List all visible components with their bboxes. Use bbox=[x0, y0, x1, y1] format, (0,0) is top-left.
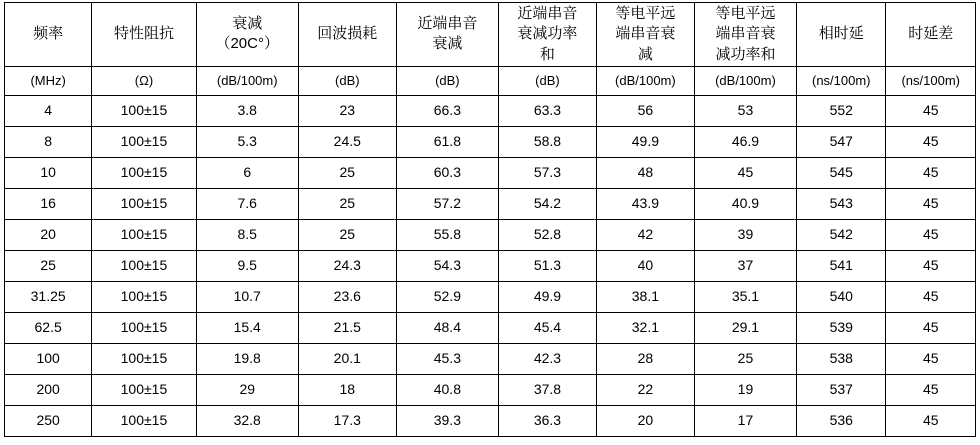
table-cell: 542 bbox=[797, 219, 886, 250]
column-header-line: 回波损耗 bbox=[317, 25, 378, 43]
table-cell: 45 bbox=[886, 405, 976, 436]
table-cell: 45 bbox=[886, 281, 976, 312]
table-cell: 46.9 bbox=[694, 126, 796, 157]
table-cell: 45 bbox=[886, 126, 976, 157]
table-cell: 17 bbox=[694, 405, 796, 436]
table-cell: 31.25 bbox=[5, 281, 92, 312]
column-header-elfext bbox=[596, 3, 694, 67]
column-header-line: 等电平远 bbox=[715, 5, 776, 22]
table-cell: 537 bbox=[797, 374, 886, 405]
table-cell: 23 bbox=[298, 95, 396, 126]
column-header-line: 近端串音 bbox=[517, 5, 578, 22]
table-cell: 538 bbox=[797, 343, 886, 374]
unit-cell: (ns/100m) bbox=[886, 66, 976, 95]
column-header-pselfext bbox=[694, 3, 796, 67]
column-header-impedance bbox=[92, 3, 196, 67]
table-cell: 15.4 bbox=[196, 312, 298, 343]
table-cell: 38.1 bbox=[596, 281, 694, 312]
table-cell: 40.9 bbox=[694, 188, 796, 219]
table-cell: 66.3 bbox=[396, 95, 498, 126]
table-row bbox=[5, 157, 976, 188]
table-cell: 45 bbox=[886, 219, 976, 250]
table-cell: 40 bbox=[596, 250, 694, 281]
table-cell: 36.3 bbox=[498, 405, 596, 436]
table-cell: 24.5 bbox=[298, 126, 396, 157]
table-cell: 22 bbox=[596, 374, 694, 405]
table-row bbox=[5, 250, 976, 281]
table-cell: 60.3 bbox=[396, 157, 498, 188]
table-cell: 53 bbox=[694, 95, 796, 126]
table-cell: 100±15 bbox=[92, 219, 196, 250]
table-cell: 25 bbox=[298, 219, 396, 250]
cable-specification-table bbox=[4, 2, 976, 437]
column-header-line: 特性阻抗 bbox=[113, 25, 174, 43]
table-cell: 8 bbox=[5, 126, 92, 157]
column-header-line: 衰减功率 bbox=[517, 25, 578, 43]
column-header-line: 减功率和 bbox=[715, 45, 776, 63]
table-cell: 541 bbox=[797, 250, 886, 281]
unit-cell: (Ω) bbox=[92, 66, 196, 95]
unit-cell: (MHz) bbox=[5, 66, 92, 95]
table-cell: 56 bbox=[596, 95, 694, 126]
table-cell: 55.8 bbox=[396, 219, 498, 250]
column-header-line: 频率 bbox=[33, 25, 64, 43]
table-cell: 20.1 bbox=[298, 343, 396, 374]
column-header-propagation-delay bbox=[797, 3, 886, 67]
table-cell: 39.3 bbox=[396, 405, 498, 436]
table-cell: 39 bbox=[694, 219, 796, 250]
table-row bbox=[5, 281, 976, 312]
table-cell: 8.5 bbox=[196, 219, 298, 250]
table-cell: 4 bbox=[5, 95, 92, 126]
table-cell: 32.8 bbox=[196, 405, 298, 436]
table-cell: 62.5 bbox=[5, 312, 92, 343]
table-body bbox=[5, 66, 976, 436]
table-cell: 17.3 bbox=[298, 405, 396, 436]
column-header-line: 衰减 bbox=[432, 35, 463, 53]
table-cell: 45 bbox=[886, 374, 976, 405]
table-cell: 20 bbox=[5, 219, 92, 250]
table-cell: 45 bbox=[886, 95, 976, 126]
table-cell: 547 bbox=[797, 126, 886, 157]
table-cell: 25 bbox=[694, 343, 796, 374]
unit-cell: (dB) bbox=[498, 66, 596, 95]
table-cell: 100±15 bbox=[92, 95, 196, 126]
table-cell: 100±15 bbox=[92, 343, 196, 374]
table-cell: 250 bbox=[5, 405, 92, 436]
column-header-next bbox=[396, 3, 498, 67]
table-cell: 49.9 bbox=[596, 126, 694, 157]
table-cell: 42 bbox=[596, 219, 694, 250]
column-header-return-loss bbox=[298, 3, 396, 67]
table-cell: 58.8 bbox=[498, 126, 596, 157]
table-cell: 35.1 bbox=[694, 281, 796, 312]
table-row bbox=[5, 374, 976, 405]
table-cell: 536 bbox=[797, 405, 886, 436]
table-row bbox=[5, 312, 976, 343]
column-header-delay-skew bbox=[886, 3, 976, 67]
table-cell: 9.5 bbox=[196, 250, 298, 281]
table-row bbox=[5, 405, 976, 436]
table-cell: 16 bbox=[5, 188, 92, 219]
column-header-line: 和 bbox=[539, 45, 555, 63]
table-cell: 63.3 bbox=[498, 95, 596, 126]
unit-cell: (dB/100m) bbox=[196, 66, 298, 95]
column-header-line: （20C°） bbox=[215, 35, 279, 53]
unit-cell: (ns/100m) bbox=[797, 66, 886, 95]
table-cell: 200 bbox=[5, 374, 92, 405]
table-cell: 545 bbox=[797, 157, 886, 188]
column-header-attenuation bbox=[196, 3, 298, 67]
table-row bbox=[5, 219, 976, 250]
column-header-line: 衰减 bbox=[232, 15, 263, 33]
table-cell: 43.9 bbox=[596, 188, 694, 219]
table-cell: 42.3 bbox=[498, 343, 596, 374]
table-cell: 19 bbox=[694, 374, 796, 405]
table-cell: 37 bbox=[694, 250, 796, 281]
table-cell: 21.5 bbox=[298, 312, 396, 343]
table-cell: 552 bbox=[797, 95, 886, 126]
table-cell: 10.7 bbox=[196, 281, 298, 312]
table-cell: 37.8 bbox=[498, 374, 596, 405]
table-cell: 40.8 bbox=[396, 374, 498, 405]
table-cell: 100±15 bbox=[92, 405, 196, 436]
unit-cell: (dB/100m) bbox=[596, 66, 694, 95]
table-cell: 48 bbox=[596, 157, 694, 188]
table-cell: 45.3 bbox=[396, 343, 498, 374]
table-cell: 45 bbox=[886, 188, 976, 219]
table-cell: 100±15 bbox=[92, 250, 196, 281]
table-cell: 100 bbox=[5, 343, 92, 374]
table-cell: 540 bbox=[797, 281, 886, 312]
table-cell: 6 bbox=[196, 157, 298, 188]
table-cell: 100±15 bbox=[92, 281, 196, 312]
table-cell: 48.4 bbox=[396, 312, 498, 343]
table-cell: 10 bbox=[5, 157, 92, 188]
table-cell: 52.9 bbox=[396, 281, 498, 312]
table-cell: 100±15 bbox=[92, 157, 196, 188]
unit-cell: (dB) bbox=[298, 66, 396, 95]
column-header-line: 减 bbox=[637, 45, 653, 63]
unit-cell: (dB) bbox=[396, 66, 498, 95]
table-cell: 24.3 bbox=[298, 250, 396, 281]
table-cell: 29 bbox=[196, 374, 298, 405]
column-header-psnext bbox=[498, 3, 596, 67]
table-cell: 25 bbox=[298, 188, 396, 219]
table-cell: 100±15 bbox=[92, 126, 196, 157]
table-cell: 57.2 bbox=[396, 188, 498, 219]
table-cell: 49.9 bbox=[498, 281, 596, 312]
table-cell: 54.2 bbox=[498, 188, 596, 219]
table-cell: 23.6 bbox=[298, 281, 396, 312]
column-header-line: 相时延 bbox=[818, 25, 864, 43]
column-header-line: 等电平远 bbox=[615, 5, 676, 22]
table-row bbox=[5, 126, 976, 157]
table-cell: 100±15 bbox=[92, 374, 196, 405]
table-header-row bbox=[5, 3, 976, 67]
table-cell: 32.1 bbox=[596, 312, 694, 343]
table-cell: 57.3 bbox=[498, 157, 596, 188]
table-row bbox=[5, 343, 976, 374]
table-cell: 28 bbox=[596, 343, 694, 374]
table-cell: 45 bbox=[694, 157, 796, 188]
table-cell: 25 bbox=[298, 157, 396, 188]
table-row bbox=[5, 95, 976, 126]
table-cell: 7.6 bbox=[196, 188, 298, 219]
column-header-frequency bbox=[5, 3, 92, 67]
table-units-row bbox=[5, 66, 976, 95]
table-cell: 54.3 bbox=[396, 250, 498, 281]
table-cell: 45 bbox=[886, 157, 976, 188]
table-cell: 3.8 bbox=[196, 95, 298, 126]
table-cell: 5.3 bbox=[196, 126, 298, 157]
table-cell: 29.1 bbox=[694, 312, 796, 343]
table-cell: 51.3 bbox=[498, 250, 596, 281]
table-header bbox=[5, 3, 976, 67]
unit-cell: (dB/100m) bbox=[694, 66, 796, 95]
table-cell: 61.8 bbox=[396, 126, 498, 157]
table-cell: 539 bbox=[797, 312, 886, 343]
table-cell: 543 bbox=[797, 188, 886, 219]
table-cell: 45 bbox=[886, 312, 976, 343]
table-cell: 52.8 bbox=[498, 219, 596, 250]
column-header-line: 端串音衰 bbox=[715, 25, 776, 43]
table-cell: 25 bbox=[5, 250, 92, 281]
table-cell: 18 bbox=[298, 374, 396, 405]
table-cell: 100±15 bbox=[92, 312, 196, 343]
column-header-line: 时延差 bbox=[908, 25, 954, 43]
table-cell: 100±15 bbox=[92, 188, 196, 219]
table-cell: 45.4 bbox=[498, 312, 596, 343]
table-cell: 20 bbox=[596, 405, 694, 436]
table-row bbox=[5, 188, 976, 219]
column-header-line: 端串音衰 bbox=[615, 25, 676, 43]
table-cell: 45 bbox=[886, 250, 976, 281]
column-header-line: 近端串音 bbox=[417, 15, 478, 33]
table-cell: 19.8 bbox=[196, 343, 298, 374]
table-cell: 45 bbox=[886, 343, 976, 374]
